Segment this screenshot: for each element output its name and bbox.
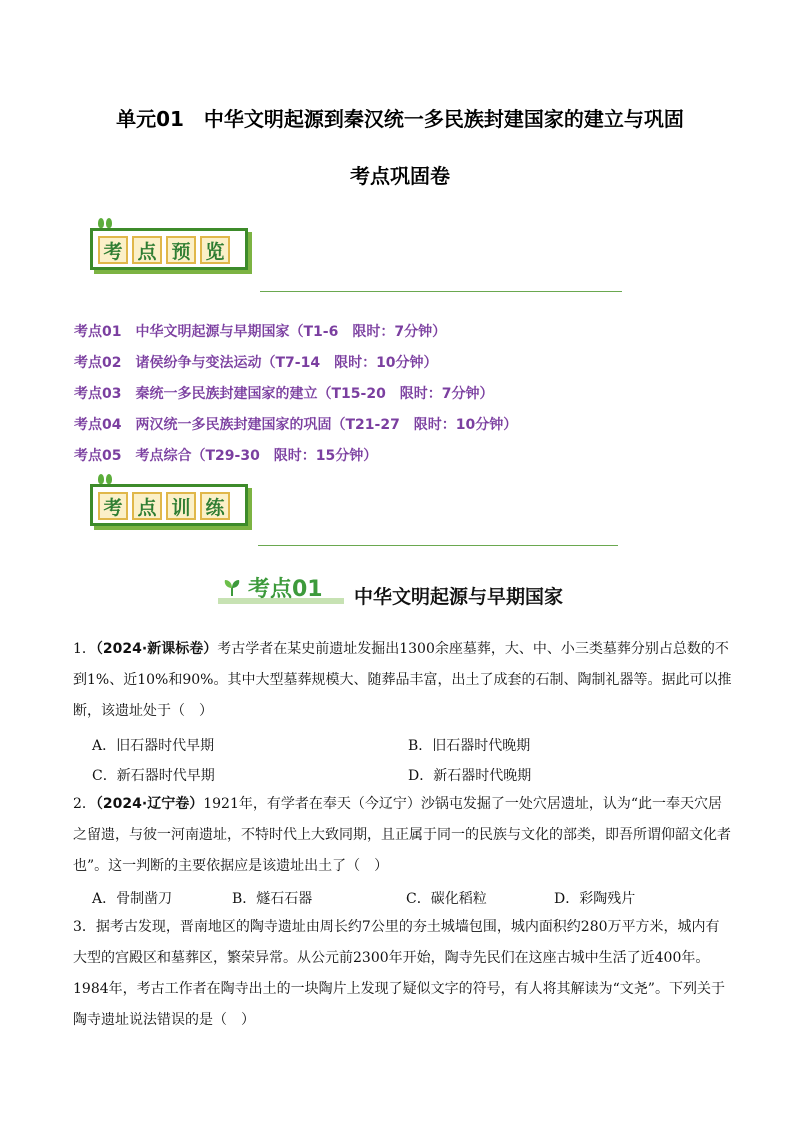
badge-char: 考 [98, 492, 128, 520]
question-number: 1． [73, 641, 96, 657]
section-tag [218, 574, 344, 606]
question-number: 2． [73, 796, 96, 812]
divider [260, 291, 622, 292]
preview-item-04: 考点04 两汉统一多民族封建国家的巩固（T21-27 限时：10分钟） [74, 417, 518, 433]
option-a[interactable]: A．旧石器时代早期 [92, 738, 215, 754]
badge-char: 点 [132, 492, 162, 520]
option-b[interactable]: B．燧石石器 [232, 891, 313, 907]
option-a[interactable]: A．骨制凿刀 [92, 891, 173, 907]
sprout-icon [222, 578, 242, 598]
question-source: （2024·辽宁卷） [95, 796, 204, 812]
divider [258, 545, 618, 546]
option-c[interactable]: C．碳化稻粒 [406, 891, 487, 907]
leaf-icon [106, 218, 112, 228]
preview-item-05: 考点05 考点综合（T29-30 限时：15分钟） [74, 448, 378, 464]
leaf-icon [98, 474, 104, 484]
question-text: 1921年，有学者在奉天（今辽宁）沙锅屯发掘了一处穴居遗址，认为“此一奉天穴居之留遗，与彼一河南遗址，不特时代上大致同期，且正属于同一的民族与文化的部类，即吾所谓仰韶文化者也”。这一判断的主要依据应是该遗址出土了（ ） [73, 796, 731, 874]
badge-char: 训 [166, 492, 196, 520]
question-2 [73, 789, 733, 882]
badge-char: 览 [200, 236, 230, 264]
preview-badge [84, 218, 256, 272]
document-title: 单元01 中华文明起源到秦汉统一多民族封建国家的建立与巩固 [116, 107, 684, 131]
badge-char: 考 [98, 236, 128, 264]
document-subtitle: 考点巩固卷 [350, 164, 450, 188]
option-d[interactable]: D．彩陶残片 [554, 891, 636, 907]
option-c[interactable]: C．新石器时代早期 [92, 768, 215, 784]
badge-char: 点 [132, 236, 162, 264]
question-source: （2024·新课标卷） [95, 641, 218, 657]
leaf-icon [106, 474, 112, 484]
preview-item-01: 考点01 中华文明起源与早期国家（T1-6 限时：7分钟） [74, 324, 447, 340]
preview-item-02: 考点02 诸侯纷争与变法运动（T7-14 限时：10分钟） [74, 355, 438, 371]
section-title: 中华文明起源与早期国家 [354, 586, 564, 608]
training-badge [84, 474, 256, 528]
question-3: 3．据考古发现，晋南地区的陶寺遗址由周长约7公里的夯土城墙包围，城内面积约280万平方米，城内有大型的宫殿区和墓葬区，繁荣异常。从公元前2300年开始，陶寺先民们在这座古城中生活了近400年。1984年，考古工作者在陶寺出土的一块陶片上发现了疑似文字的符号，有人将其解读为“文尧”。下列关于陶寺遗址说法错误的是（ ） [73, 919, 725, 1028]
badge-char: 预 [166, 236, 196, 264]
section-tag-label: 考点01 [248, 577, 323, 602]
option-d[interactable]: D．新石器时代晚期 [408, 768, 532, 784]
leaf-icon [98, 218, 104, 228]
badge-char: 练 [200, 492, 230, 520]
question-text: 考古学者在某史前遗址发掘出1300余座墓葬，大、中、小三类墓葬分别占总数的不到1%、近10%和90%。其中大型墓葬规模大、随葬品丰富，出土了成套的石制、陶制礼器等。据此可以推断，该遗址处于（ ） [73, 641, 732, 719]
question-1 [73, 634, 733, 727]
option-b[interactable]: B．旧石器时代晚期 [408, 738, 531, 754]
preview-item-03: 考点03 秦统一多民族封建国家的建立（T15-20 限时：7分钟） [74, 386, 494, 402]
